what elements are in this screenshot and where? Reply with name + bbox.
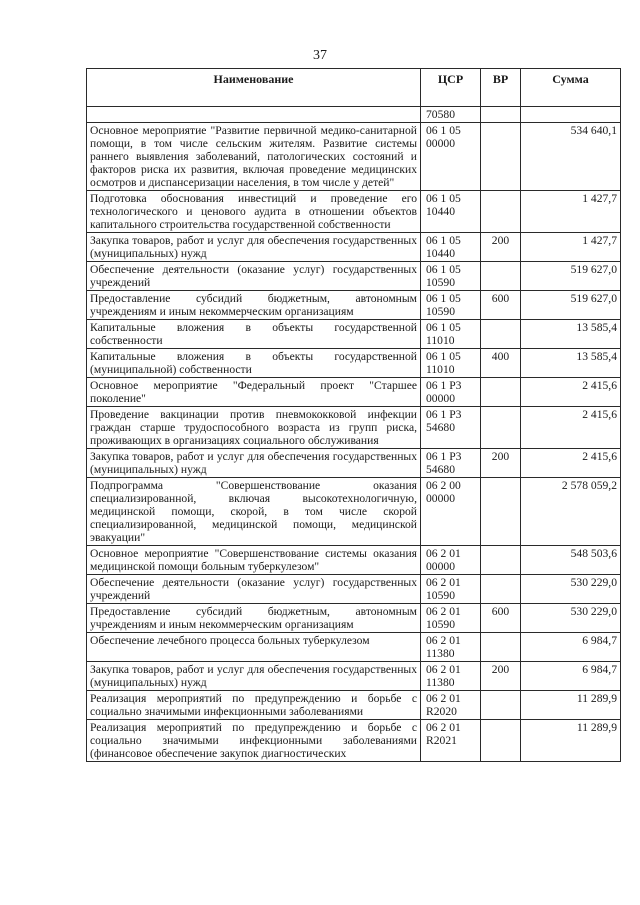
cell-vr: 200 — [481, 449, 521, 478]
cell-vr — [481, 633, 521, 662]
cell-name — [87, 107, 421, 123]
table-row — [87, 233, 621, 262]
cell-name: Обеспечение деятельности (оказание услуг) государственных учреждений — [87, 575, 421, 604]
cell-name: Закупка товаров, работ и услуг для обеспечения государственных (муниципальных) нужд — [87, 662, 421, 691]
cell-sum: 519 627,0 — [521, 262, 621, 291]
cell-sum: 2 415,6 — [521, 378, 621, 407]
cell-csr: 06 1 Р3 00000 — [421, 378, 481, 407]
cell-csr: 06 2 01 R2020 — [421, 691, 481, 720]
cell-name: Капитальные вложения в объекты государственной собственности — [87, 320, 421, 349]
cell-vr — [481, 191, 521, 233]
table-row — [87, 191, 621, 233]
cell-csr: 06 2 01 11380 — [421, 633, 481, 662]
cell-csr: 06 1 Р3 54680 — [421, 449, 481, 478]
cell-vr: 600 — [481, 291, 521, 320]
table-row — [87, 662, 621, 691]
cell-sum: 548 503,6 — [521, 546, 621, 575]
cell-sum: 13 585,4 — [521, 320, 621, 349]
table-row — [87, 633, 621, 662]
cell-sum — [521, 107, 621, 123]
cell-name: Основное мероприятие "Федеральный проект "Старшее поколение" — [87, 378, 421, 407]
cell-vr — [481, 478, 521, 546]
cell-name: Предоставление субсидий бюджетным, автономным учреждениям и иным некоммерческим организациям — [87, 291, 421, 320]
cell-csr: 06 1 Р3 54680 — [421, 407, 481, 449]
cell-vr — [481, 378, 521, 407]
table-row — [87, 378, 621, 407]
table-body — [87, 107, 621, 762]
cell-sum: 6 984,7 — [521, 662, 621, 691]
cell-sum: 6 984,7 — [521, 633, 621, 662]
cell-csr: 06 2 01 10590 — [421, 575, 481, 604]
table-row — [87, 575, 621, 604]
cell-csr: 70580 — [421, 107, 481, 123]
table-row — [87, 407, 621, 449]
table-row — [87, 691, 621, 720]
cell-sum: 13 585,4 — [521, 349, 621, 378]
cell-sum: 1 427,7 — [521, 233, 621, 262]
cell-csr: 06 1 05 10590 — [421, 262, 481, 291]
cell-sum: 530 229,0 — [521, 604, 621, 633]
budget-table — [86, 68, 621, 762]
cell-sum: 11 289,9 — [521, 691, 621, 720]
cell-csr: 06 1 05 11010 — [421, 349, 481, 378]
cell-vr — [481, 720, 521, 762]
cell-vr — [481, 575, 521, 604]
header-sum: Сумма — [521, 69, 621, 107]
cell-sum: 2 578 059,2 — [521, 478, 621, 546]
cell-name: Капитальные вложения в объекты государственной (муниципальной) собственности — [87, 349, 421, 378]
cell-name: Закупка товаров, работ и услуг для обеспечения государственных (муниципальных) нужд — [87, 449, 421, 478]
header-name: Наименование — [87, 69, 421, 107]
cell-csr: 06 1 05 10440 — [421, 233, 481, 262]
cell-vr: 200 — [481, 662, 521, 691]
cell-csr: 06 1 05 00000 — [421, 123, 481, 191]
cell-vr — [481, 407, 521, 449]
cell-vr — [481, 546, 521, 575]
table-row — [87, 546, 621, 575]
cell-sum: 530 229,0 — [521, 575, 621, 604]
cell-csr: 06 2 00 00000 — [421, 478, 481, 546]
cell-csr: 06 2 01 10590 — [421, 604, 481, 633]
cell-sum: 2 415,6 — [521, 407, 621, 449]
header-csr: ЦСР — [421, 69, 481, 107]
cell-name: Закупка товаров, работ и услуг для обеспечения государственных (муниципальных) нужд — [87, 233, 421, 262]
table-row — [87, 107, 621, 123]
header-vr: ВР — [481, 69, 521, 107]
table-row — [87, 123, 621, 191]
cell-name: Подготовка обоснования инвестиций и проведение его технологического и ценового аудита в отношении объектов капитального строительства государственной собственности — [87, 191, 421, 233]
cell-vr — [481, 691, 521, 720]
cell-sum: 1 427,7 — [521, 191, 621, 233]
cell-name: Реализация мероприятий по предупреждению и борьбе с социально значимыми инфекционными заболеваниями (финансовое обеспечение закупок диагностических — [87, 720, 421, 762]
cell-csr: 06 2 01 R2021 — [421, 720, 481, 762]
cell-name: Обеспечение лечебного процесса больных туберкулезом — [87, 633, 421, 662]
cell-vr — [481, 123, 521, 191]
cell-name: Обеспечение деятельности (оказание услуг) государственных учреждений — [87, 262, 421, 291]
table-row — [87, 349, 621, 378]
cell-csr: 06 1 05 11010 — [421, 320, 481, 349]
table-row — [87, 720, 621, 762]
cell-vr: 600 — [481, 604, 521, 633]
cell-vr: 400 — [481, 349, 521, 378]
page-number: 37 — [313, 48, 327, 63]
cell-sum: 11 289,9 — [521, 720, 621, 762]
cell-csr: 06 2 01 00000 — [421, 546, 481, 575]
cell-name: Подпрограмма "Совершенствование оказания специализированной, включая высокотехнологичную, медицинской помощи, скорой, в том числе скорой специализированной, медицинской помощи, медицинской эвакуации" — [87, 478, 421, 546]
cell-sum: 519 627,0 — [521, 291, 621, 320]
cell-csr: 06 1 05 10440 — [421, 191, 481, 233]
cell-vr: 200 — [481, 233, 521, 262]
cell-sum: 2 415,6 — [521, 449, 621, 478]
table-row — [87, 478, 621, 546]
cell-sum: 534 640,1 — [521, 123, 621, 191]
cell-name: Проведение вакцинации против пневмококковой инфекции граждан старше трудоспособного возраста из групп риска, проживающих в организациях социального обслуживания — [87, 407, 421, 449]
cell-name: Реализация мероприятий по предупреждению и борьбе с социально значимыми инфекционными заболеваниями — [87, 691, 421, 720]
table-row — [87, 449, 621, 478]
table-row — [87, 604, 621, 633]
cell-csr: 06 1 05 10590 — [421, 291, 481, 320]
cell-name: Основное мероприятие "Развитие первичной медико-санитарной помощи, в том числе сельским жителям. Развитие системы раннего выявления заболеваний, патологических состояний и факторов риска их развития, включая проведение медицинских осмотров и диспансеризации населения, в том числе у детей" — [87, 123, 421, 191]
cell-name: Предоставление субсидий бюджетным, автономным учреждениям и иным некоммерческим организациям — [87, 604, 421, 633]
cell-vr — [481, 320, 521, 349]
table-row — [87, 291, 621, 320]
cell-vr — [481, 107, 521, 123]
cell-csr: 06 2 01 11380 — [421, 662, 481, 691]
table-row — [87, 320, 621, 349]
table-row — [87, 262, 621, 291]
cell-name: Основное мероприятие "Совершенствование системы оказания медицинской помощи больным туберкулезом" — [87, 546, 421, 575]
cell-vr — [481, 262, 521, 291]
table-header-row — [87, 69, 621, 107]
